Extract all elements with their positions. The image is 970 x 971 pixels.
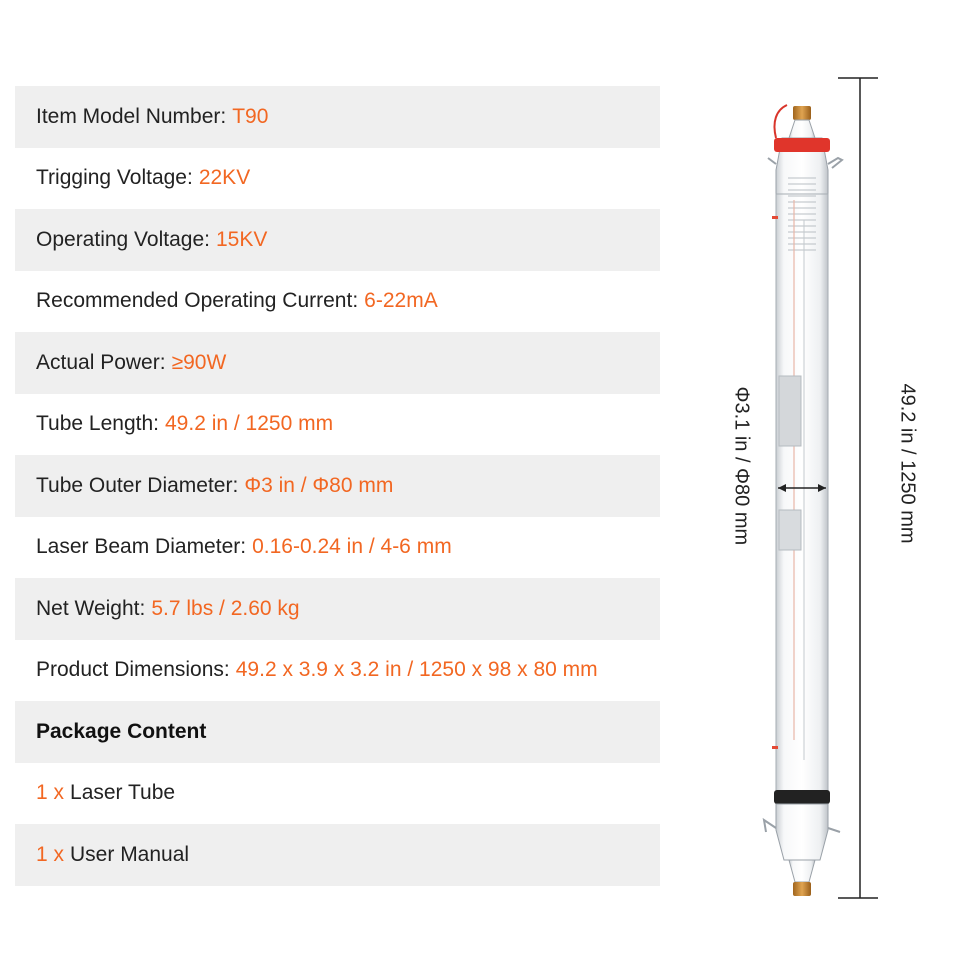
spec-row-actual-power — [15, 332, 660, 394]
spec-label: Tube Length: — [36, 412, 159, 436]
spec-value: 22KV — [198, 166, 251, 190]
spec-row-model — [15, 86, 660, 148]
spec-label: Product Dimensions: — [36, 658, 230, 682]
package-item-qty: 1 x — [36, 842, 65, 866]
spec-label: Laser Beam Diameter: — [36, 535, 247, 559]
package-item-name: Laser Tube — [70, 781, 176, 805]
spec-value: 15KV — [215, 227, 268, 251]
red-band — [774, 138, 830, 152]
laser-tube-diagram — [690, 60, 970, 940]
black-band — [774, 790, 830, 804]
top-cap — [793, 106, 811, 120]
spec-row-trigging-voltage — [15, 148, 660, 210]
spec-label: Recommended Operating Current: — [36, 289, 359, 313]
spec-value: ≥90W — [171, 350, 227, 374]
spec-value: 5.7 lbs / 2.60 kg — [151, 596, 300, 620]
spec-label: Trigging Voltage: — [36, 166, 193, 190]
spec-row-product-dimensions — [15, 640, 660, 702]
spec-row-net-weight — [15, 578, 660, 640]
spec-row-operating-current — [15, 271, 660, 333]
package-item — [15, 824, 660, 886]
spec-row-beam-diameter — [15, 517, 660, 579]
length-label: 49.2 in / 1250 mm — [896, 383, 919, 544]
spec-value: 49.2 in / 1250 mm — [165, 412, 334, 436]
spec-value: 6-22mA — [364, 289, 438, 313]
spec-value: Φ3 in / Φ80 mm — [244, 473, 394, 497]
spec-row-outer-diameter — [15, 455, 660, 517]
spec-value: 49.2 x 3.9 x 3.2 in / 1250 x 98 x 80 mm — [235, 658, 598, 682]
spec-value: T90 — [232, 104, 269, 128]
diameter-label: Φ3.1 in / Φ80 mm — [730, 386, 753, 546]
spec-value: 0.16-0.24 in / 4-6 mm — [252, 535, 452, 559]
package-item — [15, 763, 660, 825]
spec-row-tube-length — [15, 394, 660, 456]
package-content-heading-row — [15, 701, 660, 763]
spec-label: Item Model Number: — [36, 104, 227, 128]
spec-label: Tube Outer Diameter: — [36, 473, 239, 497]
spec-table — [15, 86, 660, 886]
package-item-qty: 1 x — [36, 781, 65, 805]
bottom-cap — [793, 882, 811, 896]
spec-label: Actual Power: — [36, 350, 166, 374]
spec-label: Net Weight: — [36, 596, 146, 620]
package-content-heading: Package Content — [36, 719, 207, 743]
main-tube — [776, 194, 828, 794]
package-item-name: User Manual — [70, 842, 190, 866]
spec-row-operating-voltage — [15, 209, 660, 271]
spec-label: Operating Voltage: — [36, 227, 210, 251]
